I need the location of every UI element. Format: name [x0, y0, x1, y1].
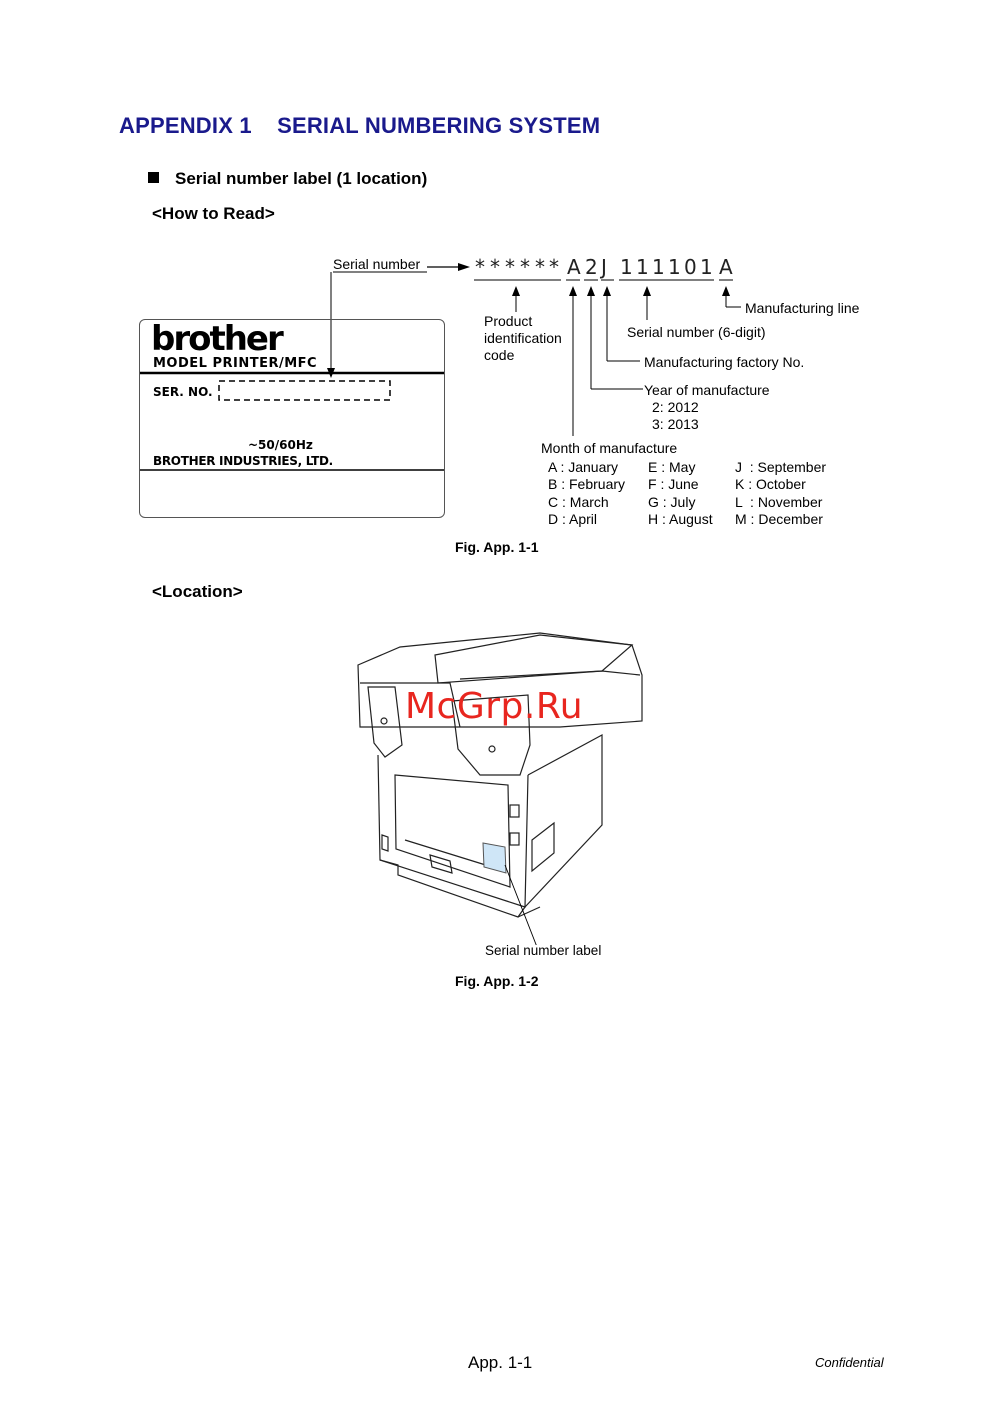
serial-number-label-caption: Serial number label	[485, 943, 602, 958]
serial-char: 1	[652, 255, 665, 279]
month-item: L : November	[735, 494, 823, 510]
serial-char: 1	[620, 255, 633, 279]
serial-char: *	[490, 255, 500, 279]
month-item: J : September	[735, 459, 827, 475]
serial-char: *	[549, 255, 559, 279]
serial-char: 1	[668, 255, 681, 279]
product-code-line: code	[484, 347, 515, 363]
serial-char: *	[475, 255, 485, 279]
month-item: G : July	[648, 494, 696, 510]
year-item: 2: 2012	[652, 399, 699, 415]
label-card-divider	[139, 468, 445, 472]
label-model-text: MODEL PRINTER/MFC	[153, 356, 318, 371]
serial-char: *	[535, 255, 545, 279]
serial-number-caption: Serial number	[333, 256, 421, 272]
serial-char: J	[601, 255, 607, 279]
year-title: Year of manufacture	[644, 382, 770, 398]
month-item: C : March	[548, 494, 609, 510]
brother-logo: brother	[151, 319, 282, 359]
month-item: E : May	[648, 459, 696, 475]
product-code-line: Product	[484, 313, 533, 329]
serial-char: A	[567, 255, 581, 279]
serial-6digit-label: Serial number (6-digit)	[627, 324, 766, 340]
serial-char: 0	[684, 255, 697, 279]
manufacturing-line-label: Manufacturing line	[745, 300, 860, 316]
label-company: BROTHER INDUSTRIES, LTD.	[153, 454, 333, 468]
month-title: Month of manufacture	[541, 440, 678, 456]
serial-char: 1	[700, 255, 713, 279]
month-item: F : June	[648, 476, 699, 492]
page-number: App. 1-1	[468, 1353, 533, 1372]
serial-char: 1	[636, 255, 649, 279]
fig2-caption: Fig. App. 1-2	[455, 973, 539, 989]
how-to-read-heading: <How to Read>	[152, 204, 275, 223]
month-item: A : January	[548, 459, 619, 475]
month-item: K : October	[735, 476, 806, 492]
confidential-mark: Confidential	[815, 1355, 884, 1370]
location-heading: <Location>	[152, 582, 243, 601]
section-heading-text: Serial number label (1 location)	[175, 169, 428, 188]
product-code-label	[484, 313, 562, 364]
serial-label-highlight	[483, 843, 506, 873]
fig1-caption: Fig. App. 1-1	[455, 539, 539, 555]
month-item: M : December	[735, 511, 823, 527]
printer-rear-illustration	[340, 625, 660, 945]
year-item: 3: 2013	[652, 416, 699, 432]
factory-no-label: Manufacturing factory No.	[644, 354, 805, 370]
month-item: B : February	[548, 476, 626, 492]
serial-char: A	[719, 255, 733, 279]
label-hz: ~50/60Hz	[248, 438, 313, 452]
product-code-line: identification	[484, 330, 562, 346]
label-ser-no: SER. NO.	[153, 385, 213, 399]
serial-char: 2	[585, 255, 598, 279]
month-item: D : April	[548, 511, 598, 527]
serial-char: *	[505, 255, 515, 279]
appendix-title: APPENDIX 1 SERIAL NUMBERING SYSTEM	[119, 113, 601, 138]
watermark-text: McGrp.Ru	[405, 686, 584, 727]
month-item: H : August	[648, 511, 713, 527]
serial-char: *	[520, 255, 530, 279]
